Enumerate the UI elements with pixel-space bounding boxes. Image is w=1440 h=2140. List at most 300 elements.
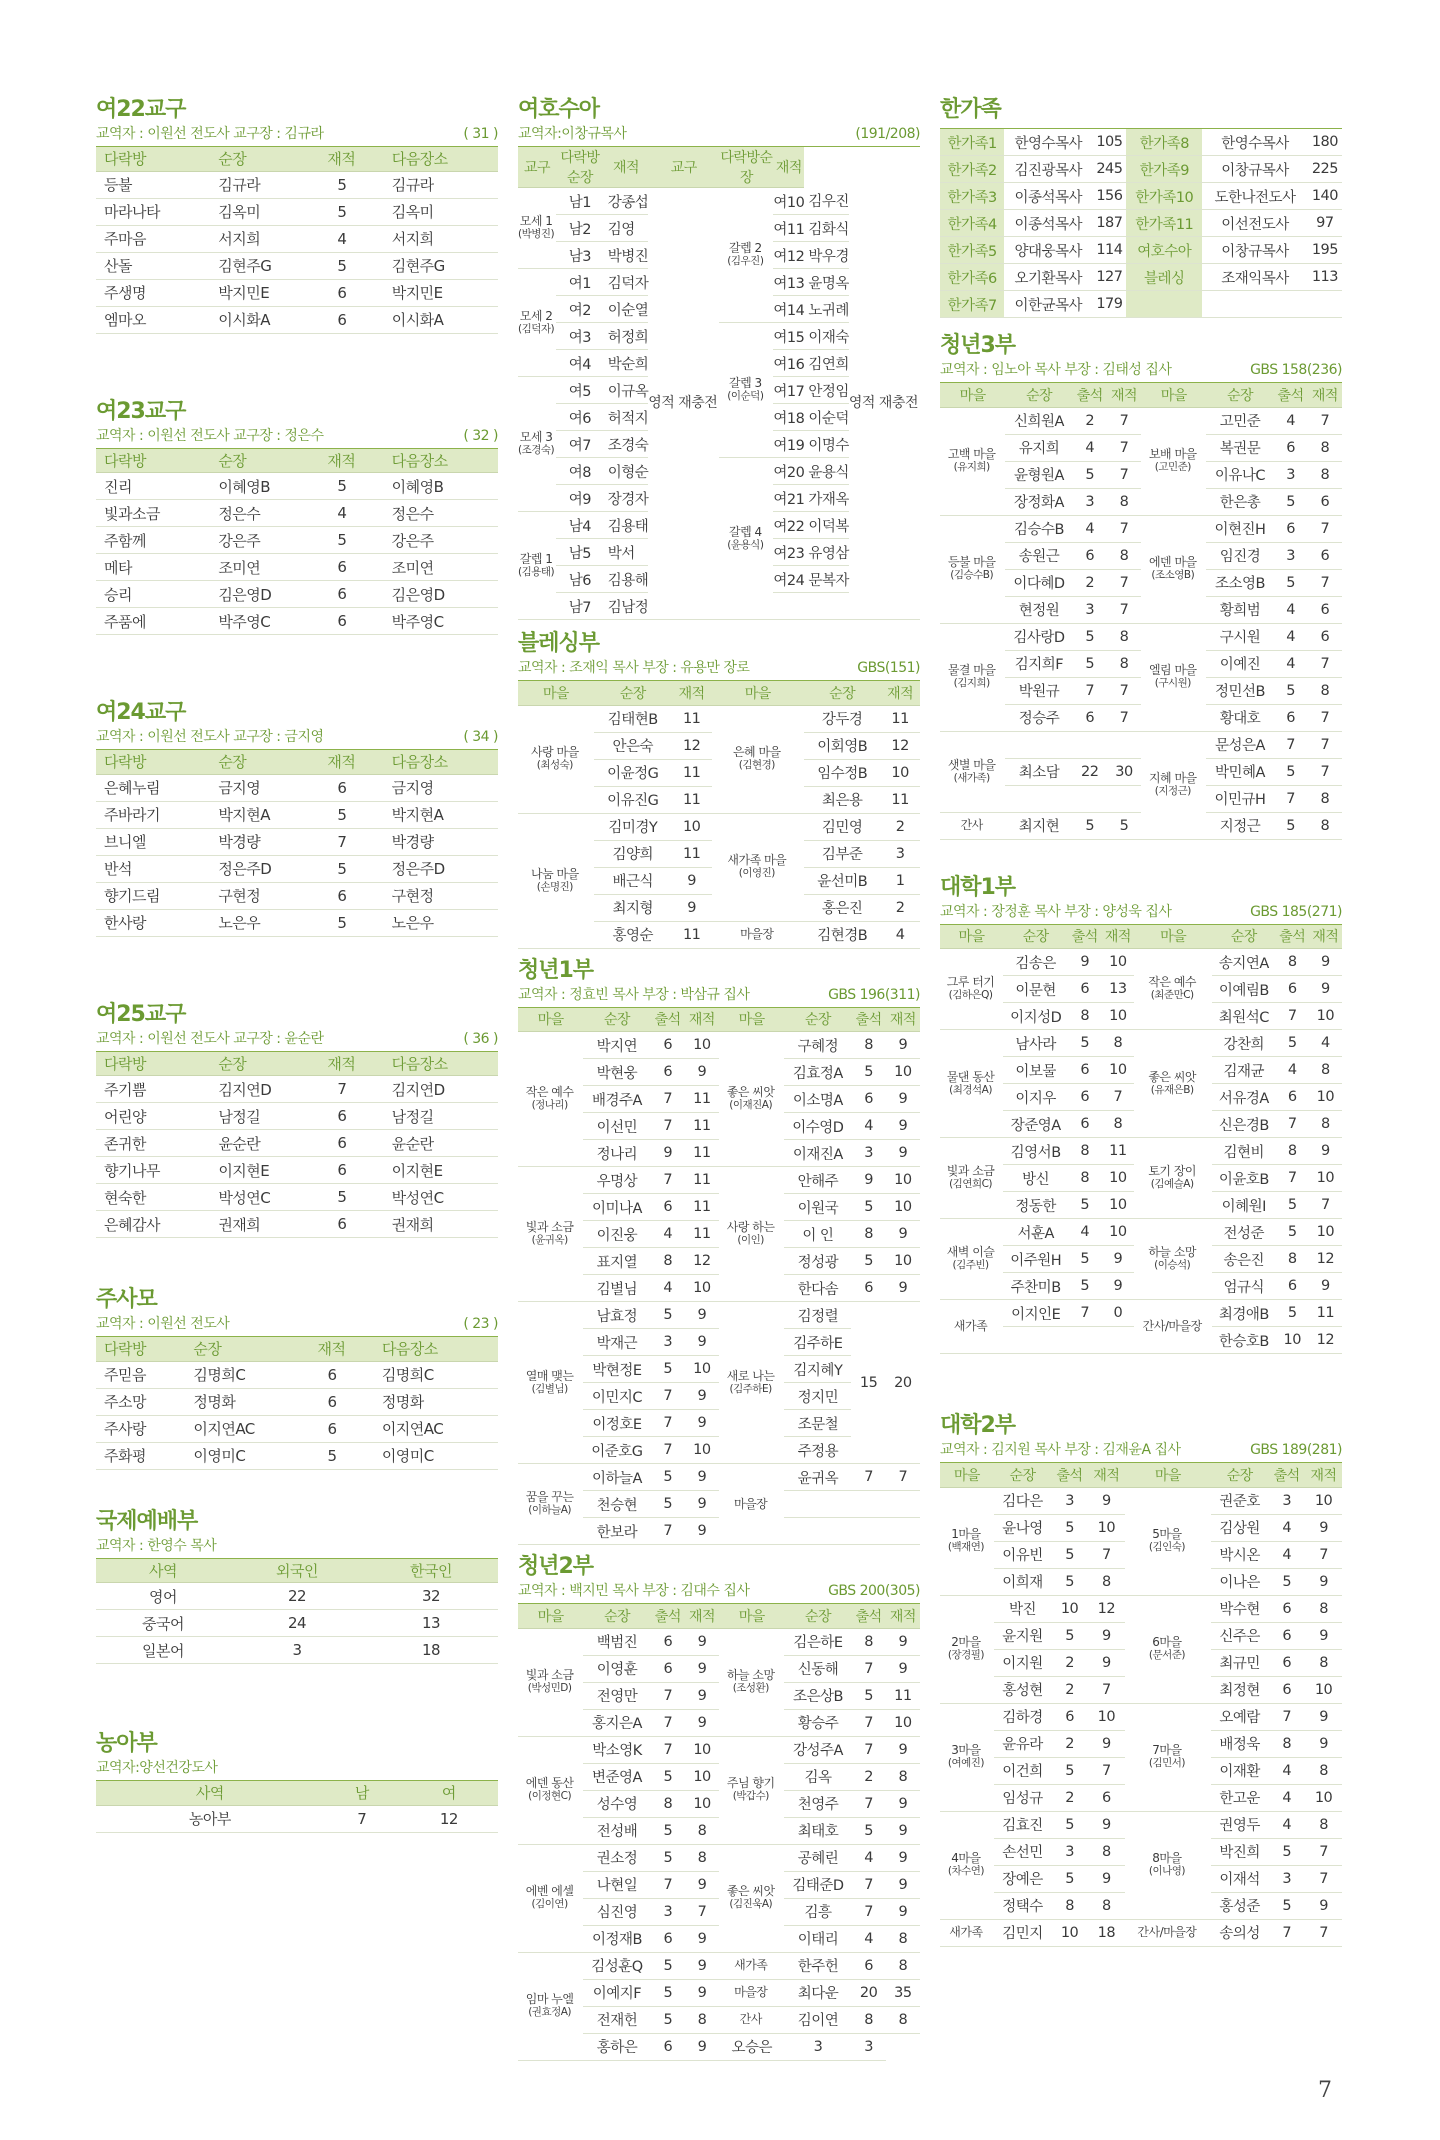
village-leader: (조경숙): [518, 444, 555, 456]
table-cell: 7: [324, 1805, 400, 1832]
cell-id: 여13: [773, 269, 804, 296]
cell-leader: 임성규: [994, 1784, 1051, 1811]
table-cell: 도한나전도사: [1202, 183, 1308, 210]
cell-id: 남3: [556, 242, 604, 269]
cell-leader: 김남정: [604, 593, 649, 620]
village-name: 지혜 마을: [1148, 771, 1197, 785]
table-header: 순장: [994, 1463, 1051, 1487]
cell-leader: 이유빈: [994, 1541, 1051, 1568]
cell-attend: 6: [851, 1275, 885, 1302]
cell-leader: 윤용식: [804, 458, 849, 485]
village-cell: [719, 1302, 784, 1464]
cell-id: 여5: [556, 377, 604, 404]
table-row: [940, 812, 1342, 839]
cell-leader: 가재옥: [804, 485, 849, 512]
page-number: 7: [1318, 2078, 1332, 2103]
table-cell: 이영미C: [185, 1442, 309, 1469]
cell-attend: 5: [1268, 1568, 1305, 1595]
table-cell: 금지영: [210, 774, 319, 801]
cell-attend: 7: [651, 1113, 685, 1140]
cell-leader: 박민혜A: [1206, 758, 1273, 785]
table-cell: 박지민E: [384, 279, 498, 306]
table-header: 순장: [1212, 925, 1276, 949]
cell-leader: 김사랑D: [1005, 623, 1072, 650]
cell-leader: 김승수B: [1005, 515, 1072, 542]
cell-leader: 김용해: [604, 566, 649, 593]
table-cell: 빛과소금: [96, 500, 210, 527]
table-cell: 이선전도사: [1202, 210, 1308, 237]
village-leader: (유지희): [953, 461, 990, 473]
village-name: 2마을: [951, 1635, 981, 1649]
cell-attend: 5: [1073, 812, 1107, 839]
cell-attend: 7: [1276, 1003, 1309, 1030]
cell-leader: 박순희: [604, 350, 649, 377]
cell-leader: 홍성현: [994, 1676, 1051, 1703]
village-cell: 새가족: [940, 1300, 1003, 1354]
cell-leader: 김태준D: [784, 1871, 851, 1898]
table-cell: 박지현A: [384, 801, 498, 828]
cell-total: 9: [1309, 1138, 1342, 1165]
table-row: [96, 1388, 498, 1415]
cell-total: 11: [886, 1682, 920, 1709]
district-section: [96, 699, 498, 937]
table-row: [96, 909, 498, 936]
cell-total: 4: [1309, 1030, 1342, 1057]
cell-leader: 이주원H: [1003, 1246, 1068, 1273]
table-row: [940, 1219, 1342, 1246]
cell-leader: 남사라: [1003, 1030, 1068, 1057]
table-cell: [1126, 291, 1202, 318]
table-cell: 7: [319, 1076, 383, 1103]
table-row: [940, 1919, 1342, 1946]
cell-attend: 5: [1273, 488, 1307, 515]
cell-total: 8: [886, 1925, 920, 1952]
village-name: 은혜 마을: [732, 745, 781, 759]
cell-total: 8: [1101, 1030, 1134, 1057]
cell-attend: 2: [1051, 1784, 1088, 1811]
cell-total: 11: [685, 1086, 719, 1113]
table-cell: 한가족4: [940, 210, 1004, 237]
village-cell: [940, 731, 1005, 812]
cell-attend: 3: [1273, 542, 1307, 569]
table-cell: 주사랑: [96, 1415, 185, 1442]
section-sub: 교역자 : 이원선 전도사 교구장 : 금지영 ( 34 ): [96, 727, 498, 750]
table-cell: 4: [319, 500, 383, 527]
cell-leader: 김지혜Y: [784, 1356, 851, 1383]
cell-leader: 천영주: [784, 1790, 851, 1817]
cell-leader: 정성광: [784, 1248, 851, 1275]
cell-attend: 3: [1273, 461, 1307, 488]
village-name: 좋은 씨앗: [726, 1884, 775, 1898]
table-header: 다락방순장: [719, 147, 773, 188]
table-cell: 정명화: [185, 1388, 309, 1415]
table-cell: 김규라: [210, 171, 319, 198]
cell-leader: 김우진: [804, 188, 849, 215]
cell-attend: 7: [851, 1464, 885, 1491]
table-header: 교구: [518, 147, 556, 188]
cell-attend: 5: [1073, 623, 1107, 650]
cell-total: 7: [1308, 515, 1342, 542]
table-cell: 6: [319, 581, 383, 608]
village-leader: (김현경): [738, 759, 775, 771]
table-row: [96, 1157, 498, 1184]
cell-leader: 이문현: [1003, 976, 1068, 1003]
cell-leader: 김지희F: [1005, 650, 1072, 677]
village-leader: (윤귀옥): [531, 1234, 568, 1246]
cell-total: 8: [1107, 650, 1141, 677]
village-leader: (권효정A): [528, 2006, 572, 2018]
cell-attend: 2: [1051, 1730, 1088, 1757]
section-sub: 교역자:양선건강도사: [96, 1758, 498, 1781]
cell-attend: 4: [1273, 407, 1307, 434]
table-header: 출석: [1273, 383, 1307, 407]
village-cell: [1141, 623, 1206, 731]
table-cell: 105: [1092, 129, 1126, 156]
table-row: [518, 705, 920, 732]
cell-leader: 변준영A: [583, 1763, 651, 1790]
village-leader: (최성숙): [536, 759, 573, 771]
cell-attend: 5: [1068, 1192, 1101, 1219]
village-leader: (조소영B): [1151, 569, 1195, 581]
village-name: 좋은 씨앗: [1148, 1069, 1197, 1084]
table-row: [518, 813, 920, 840]
cell-attend: 8: [1276, 949, 1309, 976]
cell-total: 9: [685, 1871, 719, 1898]
section-title: 청년1부: [518, 957, 594, 983]
cell-total: 9: [685, 1302, 719, 1329]
village-leader: (백재연): [947, 1541, 984, 1553]
table-header: 순장: [583, 1604, 651, 1628]
cell-leader: 우명상: [583, 1167, 650, 1194]
table-row: [940, 1487, 1342, 1514]
table-cell: 어린양: [96, 1103, 210, 1130]
table-header: 사역: [96, 1781, 324, 1805]
cell-leader: 이현진H: [1206, 515, 1273, 542]
cell-total: 10: [1101, 1165, 1134, 1192]
cell-total: 7: [1305, 1865, 1342, 1892]
cell-attend: 7: [1268, 1919, 1305, 1946]
village-leader: (이재진A): [729, 1099, 773, 1111]
cell-attend: 4: [1268, 1757, 1305, 1784]
cell-leader: 홍하은: [583, 2033, 651, 2060]
village-leader: (여예진): [947, 1757, 984, 1769]
cell-total: 9: [1088, 1622, 1125, 1649]
cell-attend: 6: [651, 1628, 685, 1655]
cell-total: 8: [1308, 434, 1342, 461]
table-cell: 여호수아: [1126, 237, 1202, 264]
village-cell: [1141, 515, 1206, 623]
table-cell: 이혜영B: [384, 473, 498, 500]
cell-attend: 7: [651, 1709, 685, 1736]
cell-total: 9: [886, 1898, 920, 1925]
cell-leader: 최규민: [1211, 1649, 1268, 1676]
cell-attend: 7: [1273, 785, 1307, 812]
table-header: 재적: [1309, 925, 1342, 949]
univ2-table: [940, 1463, 1342, 1947]
cell-attend: 8: [1276, 1246, 1309, 1273]
cell-id: 여7: [556, 431, 604, 458]
table-header: 출석: [1073, 383, 1107, 407]
cell-leader: 송원근: [1005, 542, 1072, 569]
cell-attend: 6: [1276, 1273, 1309, 1300]
table-cell: 김규라: [384, 171, 498, 198]
cell-leader: 김은하E: [784, 1628, 851, 1655]
cell-leader: 송은진: [1212, 1246, 1276, 1273]
table-cell: 박지민E: [210, 279, 319, 306]
cell-leader: 이덕복: [804, 512, 849, 539]
table-cell: 박경량: [210, 828, 319, 855]
table-cell: 금지영: [384, 774, 498, 801]
cell-leader: 이예지F: [583, 1979, 651, 2006]
village-cell: [1134, 1030, 1212, 1138]
table-cell: 박성연C: [384, 1184, 498, 1211]
cell-total: 7: [1305, 1838, 1342, 1865]
cell-total: 7: [1308, 569, 1342, 596]
cell-attend: 5: [1276, 1300, 1309, 1327]
table-header: 순장: [1206, 383, 1273, 407]
cell-leader: 박시온: [1211, 1541, 1268, 1568]
cell-attend: 6: [651, 1059, 685, 1086]
table-row: [96, 1130, 498, 1157]
cell-attend: 3: [1073, 488, 1107, 515]
table-cell: 이지연AC: [185, 1415, 309, 1442]
village-cell: [1125, 1487, 1211, 1595]
table-cell: 11: [672, 705, 712, 732]
cell-leader: 박병진: [604, 242, 649, 269]
cell-leader: 전재헌: [583, 2006, 651, 2033]
village-cell: [940, 949, 1003, 1030]
cell-leader: 안정임: [804, 377, 849, 404]
cell-total: 11: [1309, 1300, 1342, 1327]
cell-leader: 정택수: [994, 1892, 1051, 1919]
table-header: 순장: [594, 681, 672, 705]
cell-attend: 5: [651, 2006, 685, 2033]
table-cell: 김민영: [804, 813, 880, 840]
table-row: [96, 1583, 498, 1610]
village-leader: (정나리): [531, 1099, 568, 1111]
table-row: [940, 129, 1342, 156]
village-cell: [719, 1628, 784, 1736]
table-cell: 한가족9: [1126, 156, 1202, 183]
table-row: [96, 828, 498, 855]
table-cell: 배근식: [594, 867, 672, 894]
cell-attend: 5: [1051, 1865, 1088, 1892]
cell-attend: 6: [1268, 1622, 1305, 1649]
village-cell: [940, 623, 1005, 731]
village-cell: [719, 1167, 784, 1302]
cell-attend: 6: [1068, 1057, 1101, 1084]
table-header: 순장: [1005, 383, 1072, 407]
cell-leader: 김흥: [784, 1898, 851, 1925]
cell-total: 10: [685, 1356, 719, 1383]
cell-leader: 강찬희: [1212, 1030, 1276, 1057]
table-cell: 엠마오: [96, 306, 210, 333]
cell-attend: 10: [1276, 1327, 1309, 1354]
cell-total: 12: [1309, 1327, 1342, 1354]
cell-leader: 이재환: [1211, 1757, 1268, 1784]
cell-total: 8: [1107, 542, 1141, 569]
table-row: [96, 1637, 498, 1664]
cell-leader: 최정현: [1211, 1676, 1268, 1703]
cell-leader: 정민선B: [1206, 677, 1273, 704]
cell-total: 9: [1305, 1730, 1342, 1757]
column-3: [940, 96, 1342, 1947]
district-table: [96, 1337, 498, 1470]
table-header: 재적: [319, 750, 383, 774]
village-cell: [518, 705, 594, 813]
table-cell: 김양희: [594, 840, 672, 867]
section-title: 대학2부: [940, 1413, 1016, 1438]
table-header: 마을: [940, 925, 1003, 949]
table-cell: 5: [319, 527, 383, 554]
cell-total: 10: [1101, 1057, 1134, 1084]
table-header: 다락방: [96, 750, 210, 774]
table-row: [96, 554, 498, 581]
cell-total: 7: [1107, 407, 1141, 434]
cell-note: 영적 재충전: [849, 188, 920, 620]
cell-total: 10: [886, 1167, 920, 1194]
cell-leader: 최다운: [784, 1979, 851, 2006]
cell-leader: 구시원: [1206, 623, 1273, 650]
cell-attend: 5: [851, 1059, 885, 1086]
cell-id: [773, 593, 804, 620]
cell-leader: 신동해: [784, 1655, 851, 1682]
cell-attend: 5: [1051, 1811, 1088, 1838]
table-cell: 구현정: [210, 882, 319, 909]
village-leader: (김승수B): [950, 569, 994, 581]
table-cell: 김옥미: [384, 198, 498, 225]
cell-id: 여14: [773, 296, 804, 323]
cell-attend: 4: [852, 1844, 886, 1871]
table-cell: 한영수목사: [1202, 129, 1308, 156]
table-cell: 박지현A: [210, 801, 319, 828]
table-row: [96, 855, 498, 882]
cell-total: 9: [886, 1275, 920, 1302]
cell-total: 7: [1107, 569, 1141, 596]
cell-total: 13: [1101, 976, 1134, 1003]
table-cell: 한가족6: [940, 264, 1004, 291]
cell-leader: 김영: [604, 215, 649, 242]
section-title: 블레싱부: [518, 631, 600, 656]
section-title: 대학1부: [940, 874, 1016, 900]
village-cell: [518, 1302, 583, 1464]
cell-total: 5: [1107, 812, 1141, 839]
table-cell: 이창규목사: [1202, 237, 1308, 264]
village-name: 7마을: [1152, 1743, 1182, 1757]
table-cell: 김지연D: [210, 1076, 319, 1103]
village-name: 작은 예수: [1148, 975, 1197, 989]
table-cell: 11: [880, 786, 920, 813]
district-section: [96, 96, 498, 334]
cell-leader: 이보물: [1003, 1057, 1068, 1084]
table-header: 순장: [784, 1604, 851, 1628]
cell-attend: 5: [851, 1248, 885, 1275]
table-cell: 홍영순: [594, 921, 672, 948]
cell-total: 10: [1305, 1487, 1342, 1514]
table-cell: 노은우: [210, 909, 319, 936]
joshua-table: [518, 147, 920, 620]
cell-total: 9: [1309, 949, 1342, 976]
district-section: [96, 1286, 498, 1470]
table-cell: 윤순란: [384, 1130, 498, 1157]
cell-leader: 이혜원I: [1212, 1192, 1276, 1219]
table-cell: 김명희C: [374, 1361, 498, 1388]
cell-attend: 7: [651, 1518, 685, 1545]
cell-leader: 조소영B: [1206, 569, 1273, 596]
cell-total: 9: [685, 1979, 719, 2006]
cell-attend: 9: [651, 1140, 685, 1167]
village-name: 꿈을 꾸는: [525, 1490, 574, 1504]
village-name: 임마 누엘: [525, 1992, 574, 2006]
table-header: 순장: [784, 1008, 851, 1032]
village-leader: (지정근): [1154, 785, 1191, 797]
table-cell: 김현경B: [804, 921, 880, 948]
cell-attend: 4: [1273, 650, 1307, 677]
cell-attend: 6: [1273, 434, 1307, 461]
table-cell: 김태현B: [594, 705, 672, 732]
cell-leader: 손선민: [994, 1838, 1051, 1865]
village-cell: [518, 1167, 583, 1302]
table-cell: 9: [672, 867, 712, 894]
village-cell: [518, 512, 556, 620]
table-header: 순장: [210, 449, 319, 473]
table-row: [940, 183, 1342, 210]
cell-leader: 신희원A: [1005, 407, 1072, 434]
table-header: 다음장소: [384, 1052, 498, 1076]
blessing-section: [518, 630, 920, 949]
cell-leader: 송의성: [1211, 1919, 1268, 1946]
cell-leader: 박수현: [1211, 1595, 1268, 1622]
joshua-section: [518, 96, 920, 620]
table-row: [96, 581, 498, 608]
table-cell: 주소망: [96, 1388, 185, 1415]
table-cell: 일본어: [96, 1637, 230, 1664]
table-row: [940, 1811, 1342, 1838]
table-header: 외국인: [230, 1559, 364, 1583]
cell-total: 9: [685, 1925, 719, 1952]
intl-section: [96, 1508, 498, 1665]
table-row: [96, 882, 498, 909]
cell-total: 20: [886, 1302, 920, 1464]
table-header: 남: [324, 1781, 400, 1805]
cell-total: 10: [685, 1763, 719, 1790]
village-leader: (조성환): [732, 1682, 769, 1694]
table-cell: 127: [1092, 264, 1126, 291]
cell-leader: 이다혜D: [1005, 569, 1072, 596]
section-title: 주사모: [96, 1287, 157, 1312]
table-row: [940, 156, 1342, 183]
table-cell: 5: [319, 171, 383, 198]
cell-attend: 4: [1268, 1784, 1305, 1811]
table-cell: 임수정B: [804, 759, 880, 786]
cell-total: 10: [1088, 1703, 1125, 1730]
village-leader: (구시원): [1154, 677, 1191, 689]
cell-total: 8: [886, 1952, 920, 1979]
family-section: [940, 96, 1342, 318]
cell-total: 10: [685, 1437, 719, 1464]
cell-attend: 8: [852, 1628, 886, 1655]
cell-total: 7: [1107, 596, 1141, 623]
cell-attend: 3: [1051, 1838, 1088, 1865]
cell-leader: 표지열: [583, 1248, 650, 1275]
table-cell: 강은주: [384, 527, 498, 554]
table-row: [518, 1032, 920, 1059]
table-cell: 한사랑: [96, 909, 210, 936]
village-cell: 마을장: [719, 1979, 784, 2006]
cell-total: 11: [1101, 1138, 1134, 1165]
village-leader: (김하은Q): [948, 989, 993, 1001]
cell-leader: 문복자: [804, 566, 849, 593]
